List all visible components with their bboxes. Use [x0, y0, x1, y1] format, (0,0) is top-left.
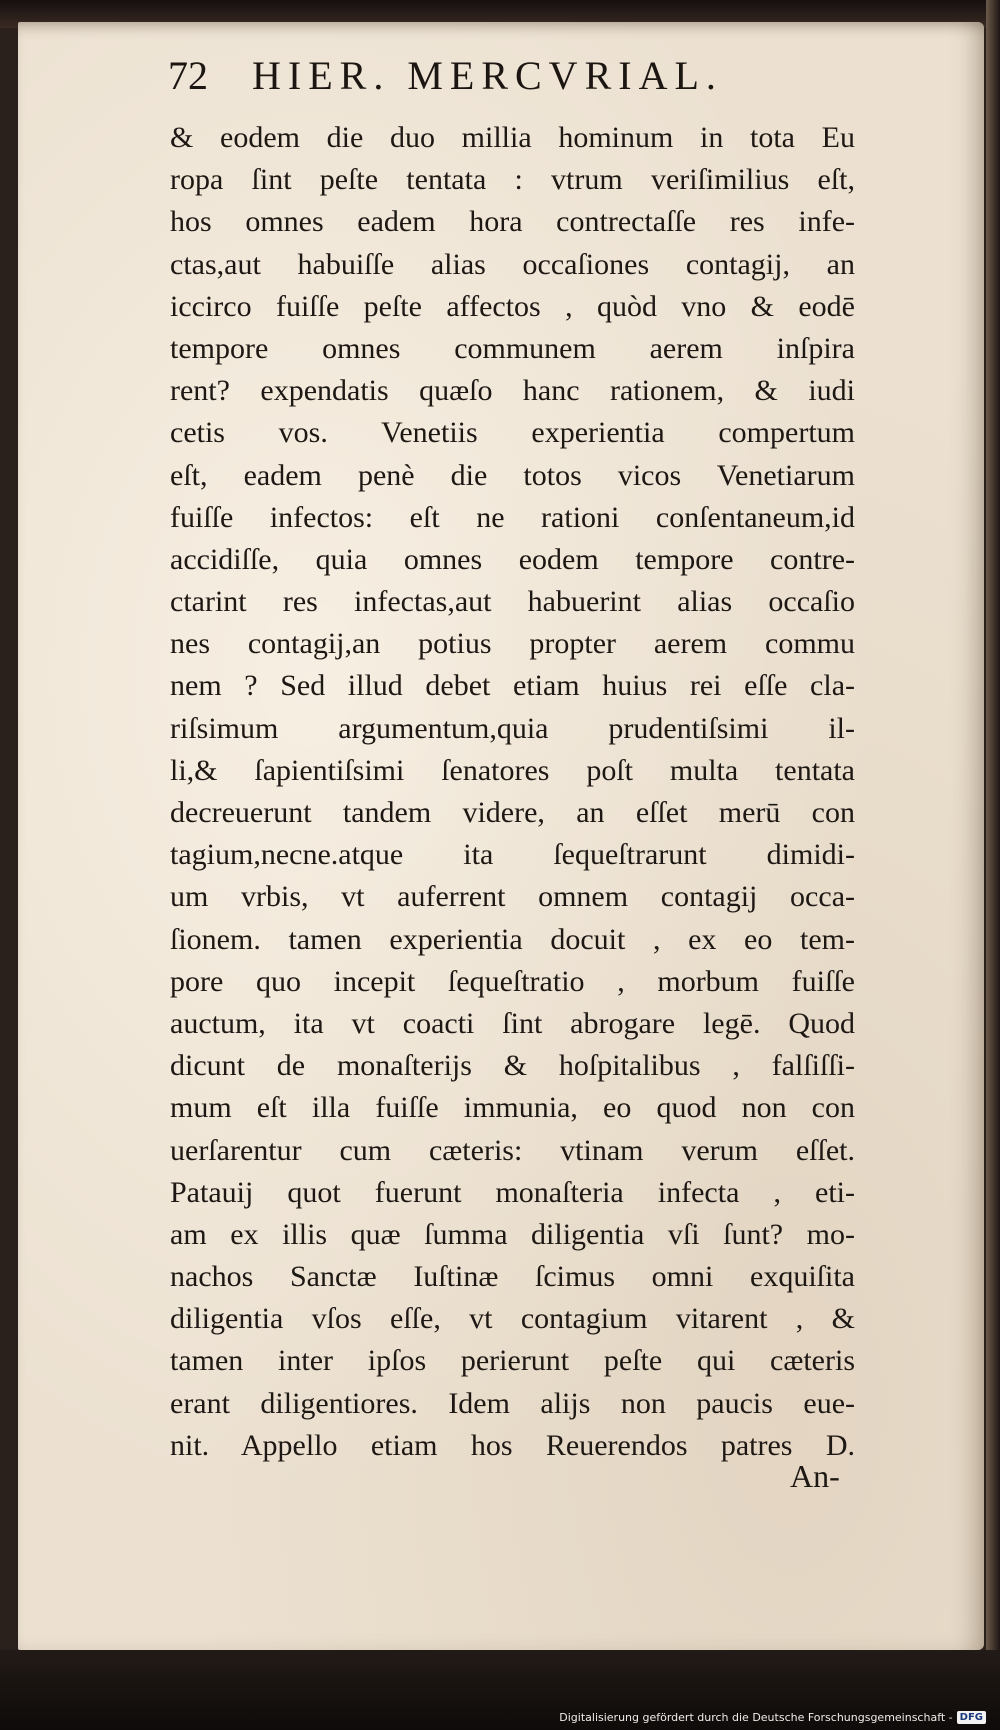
text-line: dicunt de monaſterijs & hoſpitalibus , falſiſſi-	[170, 1049, 855, 1083]
text-line: tamen inter ipſos perierunt peſte qui cæteris	[170, 1344, 855, 1378]
body-text	[170, 117, 855, 1467]
credit-text: Digitalisierung gefördert durch die Deutsche Forschungsgemeinschaft -	[559, 1711, 953, 1724]
page-number: 72	[168, 53, 208, 98]
text-line: uerſarentur cum cæteris: vtinam verum eſſet.	[170, 1133, 855, 1167]
page-header	[168, 52, 848, 114]
scan-footer	[0, 1650, 1000, 1730]
text-line: nachos Sanctæ Iuſtinæ ſcimus omni exquiſita	[170, 1260, 855, 1294]
text-line: & eodem die duo millia hominum in tota Eu	[170, 121, 855, 154]
text-line: tagium,necne.atque ita ſequeſtrarunt dimidi-	[170, 838, 855, 872]
text-line: ctarint res infectas,aut habuerint alias occaſio	[170, 585, 855, 619]
text-line: nes contagij,an potius propter aerem commu	[170, 627, 855, 661]
text-line: nem ? Sed illud debet etiam huius rei eſſe cla-	[170, 669, 855, 703]
text-line: hos omnes eadem hora contrectaſſe res infe-	[170, 205, 855, 239]
running-title: HIER. MERCVRIAL.	[252, 53, 723, 98]
text-line: mum eſt illa fuiſſe immunia, eo quod non con	[170, 1091, 855, 1125]
text-line: iccirco fuiſſe peſte affectos , quòd vno & eodē	[170, 289, 855, 323]
text-line: auctum, ita vt coacti ſint abrogare legē. Quod	[170, 1006, 855, 1040]
page-edge	[986, 0, 1000, 1730]
text-line: erant diligentiores. Idem alijs non paucis eue-	[170, 1386, 855, 1420]
dfg-logo-icon: DFG	[957, 1711, 986, 1724]
digitization-credit	[559, 1711, 986, 1724]
text-line: decreuerunt tandem videre, an eſſet merū con	[170, 796, 855, 829]
text-line: um vrbis, vt auferrent omnem contagij occa-	[170, 880, 855, 914]
text-line: cetis vos. Venetiis experientia compertum	[170, 416, 855, 450]
text-line: Patauij quot fuerunt monaſteria infecta , eti-	[170, 1175, 855, 1209]
text-line: diligentia vſos eſſe, vt contagium vitarent , &	[170, 1302, 855, 1336]
text-line: nit. Appello etiam hos Reuerendos patres D.	[170, 1428, 855, 1462]
text-line: ctas,aut habuiſſe alias occaſiones contagij, an	[170, 247, 855, 281]
catchword: An-	[790, 1458, 840, 1494]
text-line: accidiſſe, quia omnes eodem tempore contre-	[170, 542, 855, 576]
text-line: tempore omnes communem aerem inſpira	[170, 331, 855, 365]
text-line: fuiſſe infectos: eſt ne rationi conſentaneum,id	[170, 500, 855, 534]
text-line: riſsimum argumentum,quia prudentiſsimi il-	[170, 711, 855, 745]
text-line: ropa ſint peſte tentata : vtrum veriſimilius eſt,	[170, 163, 855, 197]
text-line: eſt, eadem penè die totos vicos Venetiarum	[170, 458, 855, 492]
text-line: li,& ſapientiſsimi ſenatores poſt multa tentata	[170, 753, 855, 787]
text-line: pore quo incepit ſequeſtratio , morbum fuiſſe	[170, 964, 855, 998]
text-line: am ex illis quæ ſumma diligentia vſi ſunt? mo-	[170, 1217, 855, 1251]
text-line: ſionem. tamen experientia docuit , ex eo tem-	[170, 922, 855, 956]
text-line: rent? expendatis quæſo hanc rationem, & iudi	[170, 374, 855, 408]
